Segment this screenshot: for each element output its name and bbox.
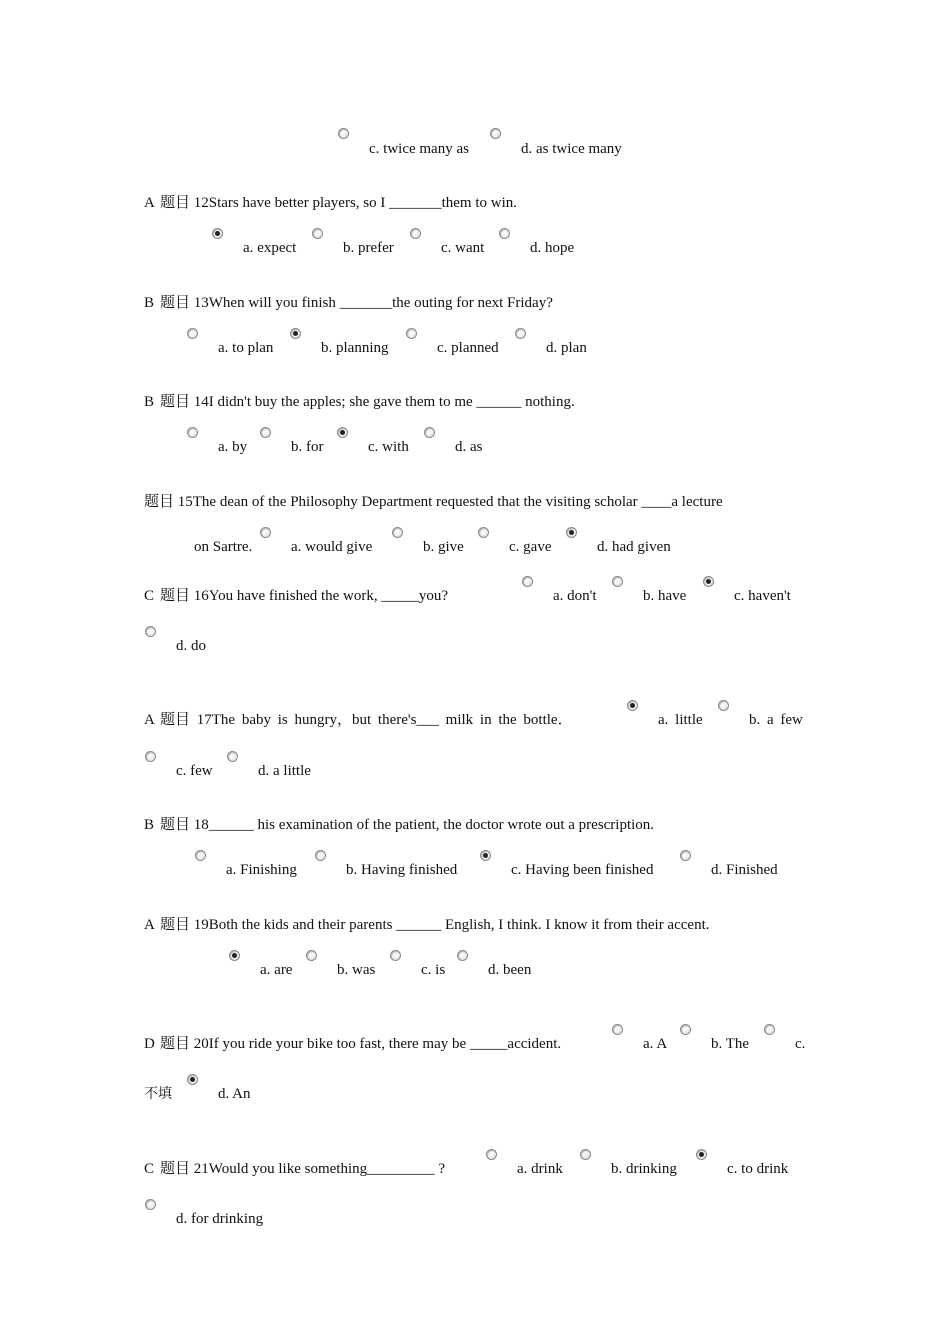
q19-question: 题目 19Both the kids and their parents ______ English, I think. I know it from their accent. [160,917,710,933]
q15-radio-c[interactable] [478,527,489,538]
q20-option-b: b. The [711,1036,750,1052]
q19-radio-d[interactable] [457,950,468,961]
q16-radio-b[interactable] [612,576,623,587]
q12-option-b: b. prefer [343,240,394,256]
q18-option-d: d. Finished [711,862,778,878]
q21-answer-prefix: C [144,1161,155,1177]
q16-option-c: c. haven't [734,588,791,604]
q16-option-a: a. don't [553,588,597,604]
q15-option-c: c. gave [509,539,552,555]
q19-radio-c[interactable] [390,950,401,961]
q18-option-c: c. Having been finished [511,862,654,878]
q20-option-c: c. [795,1036,806,1052]
q18-radio-d[interactable] [680,850,691,861]
q20-radio-c[interactable] [764,1024,775,1035]
q13-option-c: c. planned [437,340,499,356]
q20-option-a: a. A [643,1036,668,1052]
q13-answer-prefix: B [144,295,155,311]
q20-answer-prefix: D [144,1036,155,1052]
q18-option-a: a. Finishing [226,862,297,878]
q17-answer-prefix: A [144,712,155,728]
q20-question: 题目 20If you ride your bike too fast, there may be _____accident. [160,1036,562,1052]
q13-option-b: b. planning [321,340,389,356]
q13-question: 题目 13When will you finish _______the outing for next Friday? [160,295,553,311]
q17-option-a: a. little [658,712,703,728]
q14-answer-prefix: B [144,394,155,410]
q15-radio-b[interactable] [392,527,403,538]
q15-radio-d[interactable] [566,527,577,538]
q19-option-a: a. are [260,962,293,978]
q19-option-b: b. was [337,962,376,978]
q15-option-d: d. had given [597,539,671,555]
q21-option-d: d. for drinking [176,1211,264,1227]
q11-option-d: d. as twice many [521,141,622,157]
q18-question: 题目 18______ his examination of the patient, the doctor wrote out a prescription. [160,817,655,833]
q11-radio-d[interactable] [490,128,501,139]
q13-radio-b[interactable] [290,328,301,339]
q21-option-a: a. drink [517,1161,563,1177]
q18-option-b: b. Having finished [346,862,458,878]
q21-question: 题目 21Would you like something_________ ? [160,1161,446,1177]
q16-option-d: d. do [176,638,206,654]
q17-radio-b[interactable] [718,700,729,711]
q12-option-c: c. want [441,240,485,256]
q17-radio-c[interactable] [145,751,156,762]
q16-answer-prefix: C [144,588,155,604]
q11-radio-c[interactable] [338,128,349,139]
q13-radio-d[interactable] [515,328,526,339]
q19-option-d: d. been [488,962,532,978]
q15-option-a: a. would give [291,539,373,555]
q16-option-b: b. have [643,588,687,604]
q12-radio-c[interactable] [410,228,421,239]
q20-radio-d[interactable] [187,1074,198,1085]
q13-option-a: a. to plan [218,340,274,356]
q19-answer-prefix: A [144,917,155,933]
q20-radio-b[interactable] [680,1024,691,1035]
q15-option-b: b. give [423,539,464,555]
q16-question: 题目 16You have finished the work, _____you? [160,588,449,604]
q12-answer-prefix: A [144,195,155,211]
q16-radio-a[interactable] [522,576,533,587]
q17-question: 题目 17The baby is hungry，but there's___ milk in the bottle． [160,712,573,728]
q13-option-d: d. plan [546,340,587,356]
q17-option-c: c. few [176,763,213,779]
q15-question-continuation: on Sartre. [194,539,253,555]
q11-option-c: c. twice many as [369,141,469,157]
q15-radio-a[interactable] [260,527,271,538]
q14-radio-b[interactable] [260,427,271,438]
q14-question: 题目 14I didn't buy the apples; she gave them to me ______ nothing. [160,394,575,410]
q14-radio-a[interactable] [187,427,198,438]
q14-option-d: d. as [455,439,483,455]
q20-option-c-continuation: 不填 [144,1086,172,1102]
q12-option-d: d. hope [530,240,575,256]
q12-radio-a[interactable] [212,228,223,239]
q21-radio-d[interactable] [145,1199,156,1210]
q21-radio-a[interactable] [486,1149,497,1160]
q14-option-b: b. for [291,439,324,455]
q17-radio-a[interactable] [627,700,638,711]
q19-radio-a[interactable] [229,950,240,961]
q17-radio-d[interactable] [227,751,238,762]
q20-radio-a[interactable] [612,1024,623,1035]
q18-radio-b[interactable] [315,850,326,861]
q16-radio-d[interactable] [145,626,156,637]
q17-option-d: d. a little [258,763,311,779]
q19-radio-b[interactable] [306,950,317,961]
q12-radio-d[interactable] [499,228,510,239]
q14-radio-d[interactable] [424,427,435,438]
q15-question: 题目 15The dean of the Philosophy Department requested that the visiting scholar ____a lecture [144,494,723,510]
q17-option-b: b. a few [749,712,803,728]
q16-radio-c[interactable] [703,576,714,587]
q14-option-c: c. with [368,439,409,455]
q20-option-d: d. An [218,1086,251,1102]
q13-radio-c[interactable] [406,328,417,339]
q21-radio-b[interactable] [580,1149,591,1160]
q18-radio-a[interactable] [195,850,206,861]
q14-option-a: a. by [218,439,248,455]
q21-option-b: b. drinking [611,1161,677,1177]
q12-option-a: a. expect [243,240,297,256]
q18-answer-prefix: B [144,817,155,833]
q21-option-c: c. to drink [727,1161,789,1177]
q12-radio-b[interactable] [312,228,323,239]
q19-option-c: c. is [421,962,446,978]
q21-radio-c[interactable] [696,1149,707,1160]
q18-radio-c[interactable] [480,850,491,861]
q13-radio-a[interactable] [187,328,198,339]
q14-radio-c[interactable] [337,427,348,438]
q12-question: 题目 12Stars have better players, so I _______them to win. [160,195,518,211]
